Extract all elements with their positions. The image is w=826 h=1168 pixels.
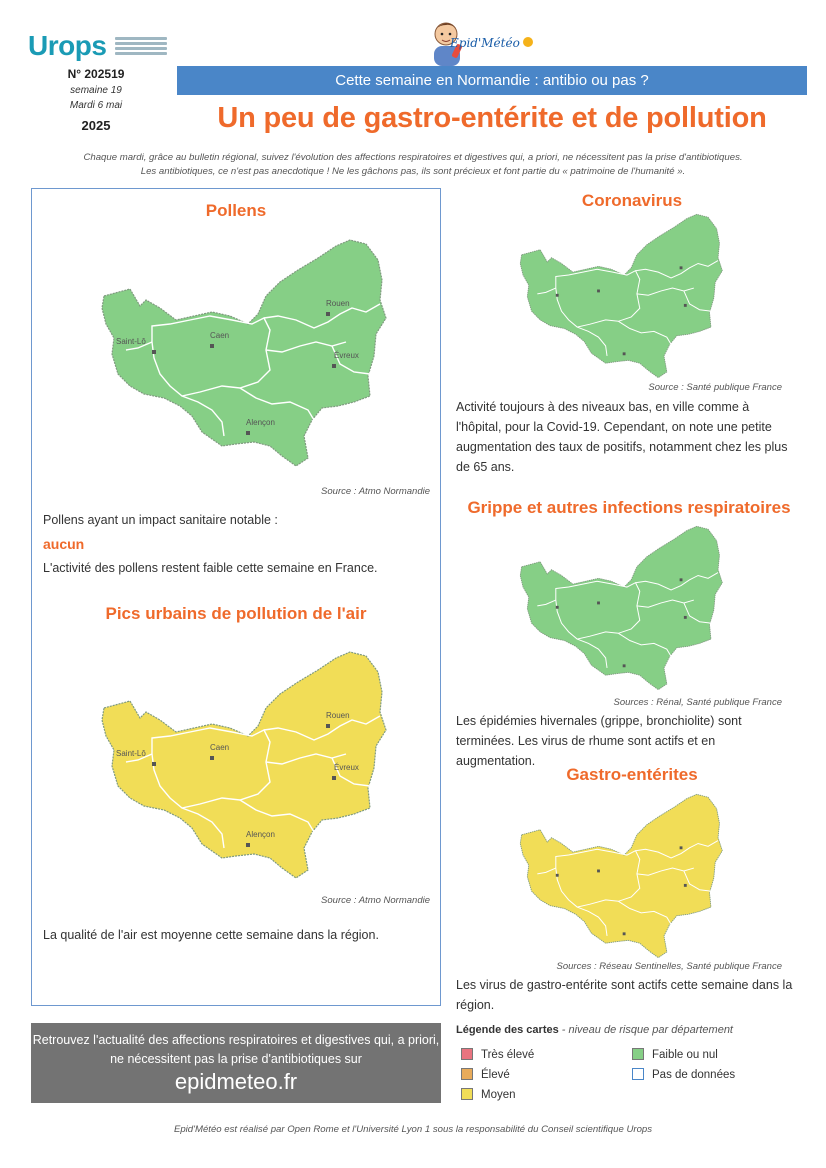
pollution-text: La qualité de l'air est moyenne cette semaine dans la région.	[43, 928, 379, 942]
legend-label: Très élevé	[481, 1049, 535, 1061]
pollution-map	[82, 646, 394, 884]
city-marker	[246, 431, 250, 435]
issue-week: semaine 19	[70, 85, 122, 96]
city-marker	[152, 762, 156, 766]
city-label: Alençon	[246, 418, 275, 427]
legend-swatch	[461, 1068, 473, 1080]
city-label: Caen	[210, 331, 230, 340]
city-marker	[684, 304, 687, 307]
city-marker	[210, 344, 214, 348]
intro-line-1: Chaque mardi, grâce au bulletin régional, suivez l'évolution des affections respiratoires et digestives qui, a priori, ne nécessitent pas la prise d'antibiotiques.	[83, 152, 743, 163]
legend-swatch	[461, 1088, 473, 1100]
city-marker	[623, 352, 626, 355]
city-label: Caen	[210, 743, 230, 752]
city-label: Rouen	[326, 711, 350, 720]
grippe-map	[506, 522, 728, 694]
legend-label: Faible ou nul	[652, 1049, 718, 1061]
normandy-map-shape	[82, 646, 394, 884]
urops-logo-wordmark: Urops	[28, 30, 107, 61]
gastro-text: Les virus de gastro-entérite sont actifs cette semaine dans la région.	[456, 978, 793, 1012]
coronavirus-text: Activité toujours à des niveaux bas, en ville comme à l'hôpital, pour la Covid-19. Cependant, on note une petite augmentation des taux de positifs, notamment chez les plus de 65 ans.	[456, 400, 788, 474]
promo-text: Retrouvez l'actualité des affections respiratoires et digestives qui, a priori, ne nécessitent pas la prise d'antibiotiques sur	[32, 1033, 440, 1066]
legend-title-main: Légende des cartes	[456, 1024, 559, 1036]
issue-number: N° 202519	[67, 67, 125, 81]
legend-item-pas-de-donnees	[632, 1068, 735, 1082]
normandy-map-shape	[506, 522, 728, 694]
pollens-value: aucun	[43, 536, 85, 552]
legend-swatch	[632, 1048, 644, 1060]
legend-label: Pas de données	[652, 1069, 736, 1081]
city-marker	[152, 350, 156, 354]
city-label: Saint-Lô	[116, 337, 146, 346]
pollution-source: Source : Atmo Normandie	[321, 895, 430, 906]
promo-link[interactable]: epidmeteo.fr	[174, 1069, 298, 1094]
city-marker	[332, 364, 336, 368]
legend-item-eleve	[461, 1068, 510, 1082]
grippe-title: Grippe et autres infections respiratoires	[467, 498, 791, 517]
city-label: Évreux	[334, 351, 359, 360]
legend-swatch	[461, 1048, 473, 1060]
region-banner: Cette semaine en Normandie : antibio ou pas ?	[177, 66, 807, 95]
city-label: Alençon	[246, 830, 275, 839]
legend-label: Élevé	[481, 1069, 510, 1081]
coronavirus-map	[506, 210, 728, 382]
urops-logo	[28, 30, 178, 62]
epidmeteo-logo-text: Epid'Météo	[450, 36, 520, 50]
footer-credits: Epid'Météo est réalisé par Open Rome et l'Université Lyon 1 sous la responsabilité du Conseil scientifique Urops	[173, 1124, 653, 1135]
issue-date: Mardi 6 mai	[69, 100, 123, 111]
coronavirus-title: Coronavirus	[581, 191, 683, 210]
legend-item-moyen	[461, 1088, 516, 1102]
grippe-text: Les épidémies hivernales (grippe, bronchiolite) sont terminées. Les virus de rhume sont actifs et en augmentation.	[456, 714, 742, 768]
legend-label: Moyen	[481, 1089, 516, 1101]
normandy-map-shape	[506, 210, 728, 382]
city-label: Évreux	[334, 763, 359, 772]
legend-item-faible	[632, 1048, 718, 1062]
city-marker	[623, 932, 626, 935]
coronavirus-source: Source : Santé publique France	[648, 382, 782, 393]
city-marker	[246, 843, 250, 847]
legend-title	[456, 1024, 796, 1036]
city-marker	[556, 294, 559, 297]
normandy-map-shape	[506, 790, 728, 962]
region-outline	[520, 214, 722, 377]
city-marker	[556, 874, 559, 877]
epidmeteo-logo	[428, 16, 538, 72]
city-marker	[680, 578, 683, 581]
legend-swatch	[632, 1068, 644, 1080]
city-marker	[680, 266, 683, 269]
city-marker	[680, 846, 683, 849]
gastro-map	[506, 790, 728, 962]
promo-box	[31, 1023, 441, 1103]
issue-year: 2025	[81, 118, 111, 133]
pollens-text: L'activité des pollens restent faible cette semaine en France.	[43, 561, 378, 575]
city-marker	[326, 724, 330, 728]
gastro-source: Sources : Réseau Sentinelles, Santé publique France	[556, 961, 782, 972]
legend-subtitle: - niveau de risque par département	[558, 1024, 733, 1036]
page-headline: Un peu de gastro-entérite et de pollution	[217, 102, 767, 134]
city-label: Saint-Lô	[116, 749, 146, 758]
city-marker	[597, 289, 600, 292]
grippe-source: Sources : Rénal, Santé publique France	[613, 697, 782, 708]
city-marker	[623, 664, 626, 667]
city-marker	[326, 312, 330, 316]
city-marker	[210, 756, 214, 760]
city-marker	[684, 884, 687, 887]
city-marker	[597, 869, 600, 872]
region-outline	[520, 794, 722, 957]
gastro-title: Gastro-entérites	[566, 765, 698, 784]
pollens-label: Pollens ayant un impact sanitaire notable :	[43, 513, 278, 527]
pollens-title: Pollens	[205, 201, 267, 220]
pollution-title: Pics urbains de pollution de l'air	[105, 604, 367, 623]
legend-item-tres-eleve	[461, 1048, 534, 1062]
city-marker	[684, 616, 687, 619]
city-marker	[332, 776, 336, 780]
city-marker	[556, 606, 559, 609]
normandy-map-shape	[82, 234, 394, 472]
pollens-map	[82, 234, 394, 472]
pollens-source: Source : Atmo Normandie	[321, 486, 430, 497]
region-outline	[520, 526, 722, 689]
intro-text	[20, 151, 806, 179]
city-marker	[597, 601, 600, 604]
city-label: Rouen	[326, 299, 350, 308]
intro-line-2: Les antibiotiques, ce n'est pas anecdotique ! Ne les gâchons pas, ils sont précieux et font partie du « patrimoine de l'humanité ».	[140, 166, 686, 177]
urops-logo-tagline	[115, 35, 167, 57]
